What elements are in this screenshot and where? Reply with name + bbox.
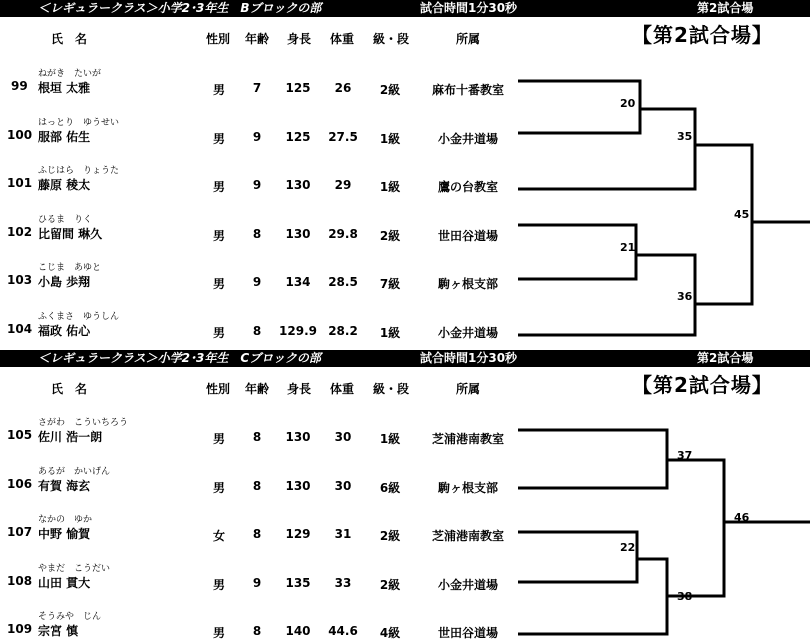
entry-name: 宗宮 慎 xyxy=(38,624,79,638)
col-header-age: 年齢 xyxy=(245,32,270,46)
entry-number: 106 xyxy=(7,476,33,491)
bracket-line xyxy=(518,532,637,582)
entry-name: 根垣 太雅 xyxy=(38,81,91,95)
entry-weight: 27.5 xyxy=(328,129,358,144)
entry-weight: 26 xyxy=(334,81,352,95)
entry-weight: 28.5 xyxy=(328,275,358,289)
entry-height: 129.9 xyxy=(279,323,317,338)
match-number: 45 xyxy=(734,208,750,221)
entry-name: 中野 愉賀 xyxy=(38,527,91,541)
bracket-line xyxy=(667,460,724,596)
entry-height: 130 xyxy=(285,178,311,192)
entry-gender: 男 xyxy=(212,432,225,446)
entry-weight: 29.8 xyxy=(328,226,358,241)
entry-number: 105 xyxy=(7,428,33,442)
entry-rank: 2級 xyxy=(379,577,401,592)
entry-number: 109 xyxy=(7,622,33,636)
entry-name: 藤原 稜太 xyxy=(38,178,91,192)
entry-gender: 男 xyxy=(212,180,225,194)
entry-gender: 男 xyxy=(212,626,225,640)
entry-name: 服部 佑生 xyxy=(38,129,91,144)
entry-number: 103 xyxy=(7,273,33,287)
entry-age: 9 xyxy=(252,275,262,289)
match-time: 試合時間1分30秒 xyxy=(420,1,518,15)
entry-rank: 7級 xyxy=(379,277,401,291)
entry-gender: 男 xyxy=(212,277,225,291)
entry-furigana: ひるま りく xyxy=(38,214,93,225)
entry-age: 7 xyxy=(252,81,262,95)
entry-gender: 男 xyxy=(212,325,225,340)
col-header-gender: 性別 xyxy=(206,32,231,46)
entry-gender: 男 xyxy=(212,131,225,146)
entry-rank: 6級 xyxy=(379,480,401,495)
entry-name: 福政 佑心 xyxy=(38,323,91,338)
entry-height: 140 xyxy=(285,624,311,638)
bracket-line xyxy=(518,255,695,335)
entry-height: 129 xyxy=(285,527,311,541)
bracket-line xyxy=(518,109,695,189)
entry-gender: 男 xyxy=(212,83,225,97)
entry-rank: 1級 xyxy=(379,180,401,194)
col-header-gender: 性別 xyxy=(206,382,231,396)
entry-furigana: あるが かいげん xyxy=(38,466,111,477)
block-c xyxy=(0,350,810,639)
entry-number: 108 xyxy=(7,573,33,588)
entry-rank: 2級 xyxy=(379,529,401,543)
entry-affiliation: 小金井道場 xyxy=(437,131,498,146)
entry-furigana: はっとり ゆうせい xyxy=(38,117,120,128)
entry-name: 小島 歩翔 xyxy=(38,275,91,289)
entry-affiliation: 小金井道場 xyxy=(437,325,498,340)
entry-height: 125 xyxy=(285,129,311,144)
entry-height: 125 xyxy=(285,81,311,95)
entry-affiliation: 小金井道場 xyxy=(437,577,498,592)
entry-affiliation: 芝浦港南教室 xyxy=(431,529,504,543)
col-header-affiliation: 所属 xyxy=(456,32,481,46)
entry-rank: 4級 xyxy=(379,626,401,640)
entry-age: 8 xyxy=(252,624,262,638)
entry-age: 9 xyxy=(252,129,262,144)
entry-height: 130 xyxy=(285,478,311,493)
match-number: 36 xyxy=(677,290,693,303)
match-time: 試合時間1分30秒 xyxy=(420,351,518,365)
entry-weight: 29 xyxy=(334,178,352,192)
entry-rank: 2級 xyxy=(379,228,401,243)
match-number: 22 xyxy=(620,541,636,554)
entry-height: 134 xyxy=(285,275,311,289)
entry-furigana: さがわ こういちろう xyxy=(38,418,129,428)
match-number: 37 xyxy=(677,449,693,462)
venue-title: 【第2試合場】 xyxy=(632,23,773,47)
entry-age: 8 xyxy=(252,478,262,493)
entry-furigana: こじま あゆと xyxy=(38,263,102,273)
match-number: 35 xyxy=(677,130,693,143)
match-number: 20 xyxy=(620,97,636,110)
entry-number: 107 xyxy=(7,525,33,539)
tournament-bracket xyxy=(0,350,810,639)
entry-weight: 30 xyxy=(334,430,352,444)
entry-affiliation: 駒ヶ根支部 xyxy=(437,277,498,291)
entry-age: 8 xyxy=(252,226,262,241)
entry-rank: 2級 xyxy=(379,83,401,97)
entry-name: 有賀 海玄 xyxy=(38,478,91,493)
entry-affiliation: 麻布十番教室 xyxy=(431,83,504,97)
bracket-line xyxy=(518,430,667,488)
entry-height: 130 xyxy=(285,226,311,241)
col-header-name: 氏 名 xyxy=(51,382,88,396)
venue-title: 【第2試合場】 xyxy=(632,373,773,397)
col-header-affiliation: 所属 xyxy=(456,382,481,396)
entry-age: 9 xyxy=(252,178,262,192)
entry-furigana: なかの ゆか xyxy=(38,515,93,525)
entry-affiliation: 世田谷道場 xyxy=(437,228,498,243)
entry-gender: 男 xyxy=(212,228,225,243)
bracket-line xyxy=(518,225,636,279)
entry-weight: 30 xyxy=(334,478,352,493)
entry-height: 130 xyxy=(285,430,311,444)
match-number: 46 xyxy=(734,511,750,524)
entry-rank: 1級 xyxy=(379,325,401,340)
entry-weight: 28.2 xyxy=(328,323,358,338)
venue-label: 第2試合場 xyxy=(697,351,754,365)
match-number: 38 xyxy=(677,590,693,603)
entry-furigana: ねがき たいが xyxy=(38,69,102,79)
entry-gender: 女 xyxy=(212,529,225,543)
entry-name: 比留間 琳久 xyxy=(38,226,103,241)
entry-weight: 33 xyxy=(334,575,352,590)
col-header-name: 氏 名 xyxy=(51,32,88,46)
entry-age: 8 xyxy=(252,323,262,338)
entry-rank: 1級 xyxy=(379,432,401,446)
entry-gender: 男 xyxy=(212,480,225,495)
entry-number: 99 xyxy=(11,79,28,93)
entry-rank: 1級 xyxy=(379,131,401,146)
entry-height: 135 xyxy=(285,575,311,590)
block-title: ＜レギュラークラス＞小学2･3年生 Bブロックの部 xyxy=(38,1,322,15)
entry-name: 山田 貫大 xyxy=(38,575,91,590)
col-header-weight: 体重 xyxy=(330,382,355,396)
entry-age: 8 xyxy=(252,527,262,541)
entry-number: 102 xyxy=(7,224,33,239)
entry-affiliation: 世田谷道場 xyxy=(437,626,498,640)
entry-furigana: ふじはら りょうた xyxy=(38,166,120,176)
entry-affiliation: 芝浦港南教室 xyxy=(431,432,504,446)
bracket-line xyxy=(695,145,752,304)
entry-furigana: ふくまさ ゆうしん xyxy=(38,311,120,322)
entry-furigana: そうみや じん xyxy=(38,612,102,622)
col-header-weight: 体重 xyxy=(330,32,355,46)
col-header-age: 年齢 xyxy=(245,382,270,396)
entry-furigana: やまだ こうだい xyxy=(38,563,111,574)
col-header-rank: 級・段 xyxy=(373,32,410,46)
match-number: 21 xyxy=(620,241,636,254)
col-header-rank: 級・段 xyxy=(373,382,410,396)
entry-weight: 31 xyxy=(334,527,352,541)
entry-affiliation: 駒ヶ根支部 xyxy=(437,480,498,495)
col-header-height: 身長 xyxy=(287,382,312,396)
block-title: ＜レギュラークラス＞小学2･3年生 Cブロックの部 xyxy=(38,351,321,365)
entry-number: 104 xyxy=(7,321,33,336)
bracket-line xyxy=(518,559,667,634)
entry-age: 9 xyxy=(252,575,262,590)
entry-name: 佐川 浩一朗 xyxy=(38,430,103,444)
entry-weight: 44.6 xyxy=(328,624,358,638)
entry-number: 100 xyxy=(7,127,33,142)
entry-number: 101 xyxy=(7,176,33,190)
entry-age: 8 xyxy=(252,430,262,444)
col-header-height: 身長 xyxy=(287,32,312,46)
entry-gender: 男 xyxy=(212,577,225,592)
venue-label: 第2試合場 xyxy=(697,1,754,15)
entry-affiliation: 鷹の台教室 xyxy=(437,180,498,194)
